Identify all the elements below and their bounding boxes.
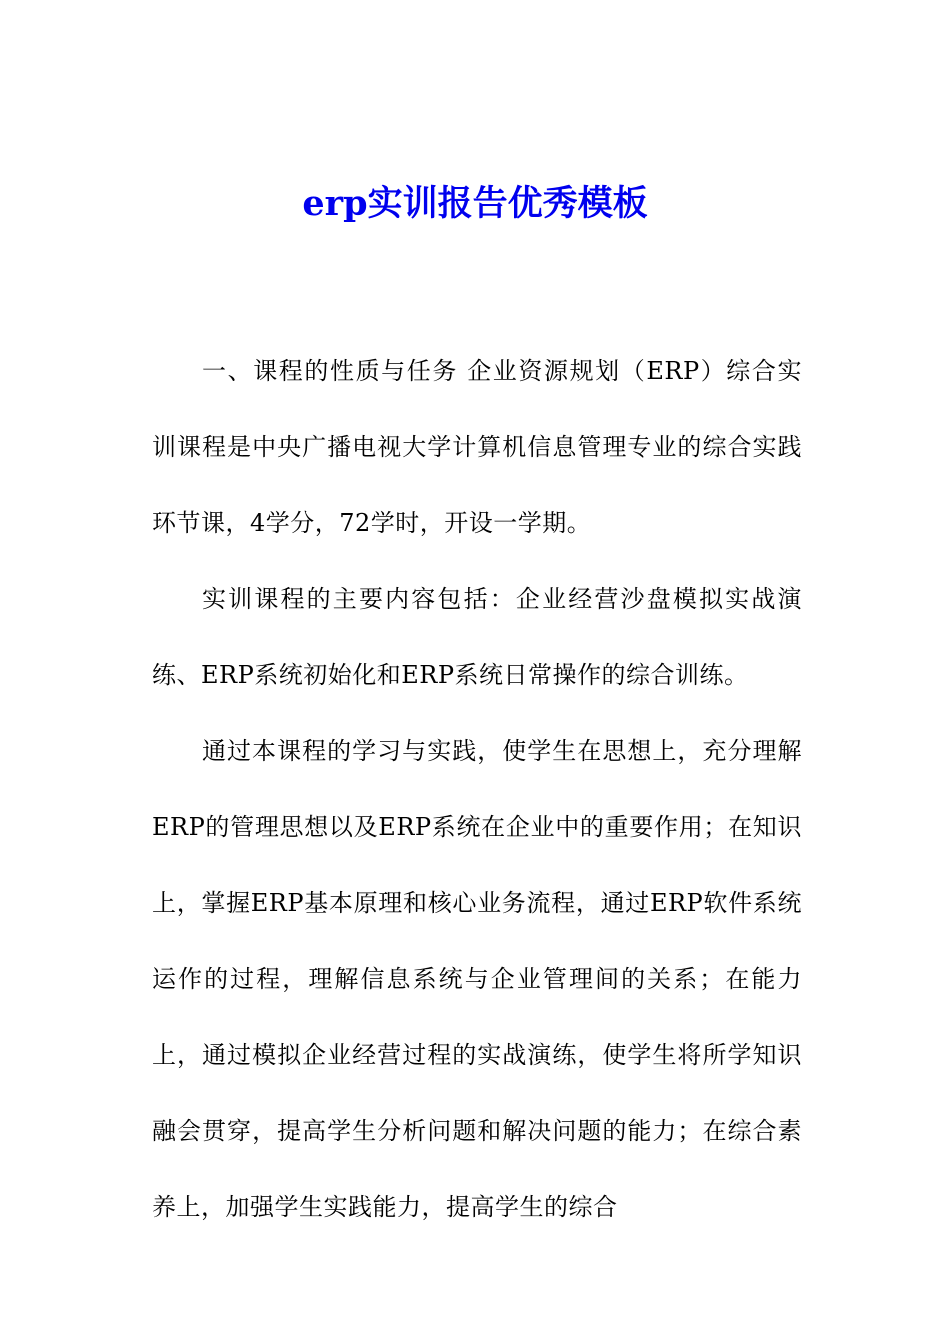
paragraph-main-content: 实训课程的主要内容包括：企业经营沙盘模拟实战演练、ERP系统初始化和ERP系统日常操作的综合训练。 (152, 585, 802, 689)
paragraph-learning-goals: 通过本课程的学习与实践，使学生在思想上，充分理解ERP的管理思想以及ERP系统在企业中的重要作用；在知识上，掌握ERP基本原理和核心业务流程，通过ERP软件系统运作的过程，理解信息系统与企业管理间的关系；在能力上，通过模拟企业经营过程的实战演练，使学生将所学知识融会贯穿，提高学生分析问题和解决问题的能力；在综合素养上，加强学生实践能力，提高学生的综合 (152, 737, 802, 1221)
paragraph-course-nature: 一、课程的性质与任务 企业资源规划（ERP）综合实训课程是中央广播电视大学计算机信息管理专业的综合实践环节课，4学分，72学时，开设一学期。 (152, 357, 802, 537)
document-title: erp实训报告优秀模板 (302, 183, 648, 224)
document-body (152, 333, 802, 1245)
